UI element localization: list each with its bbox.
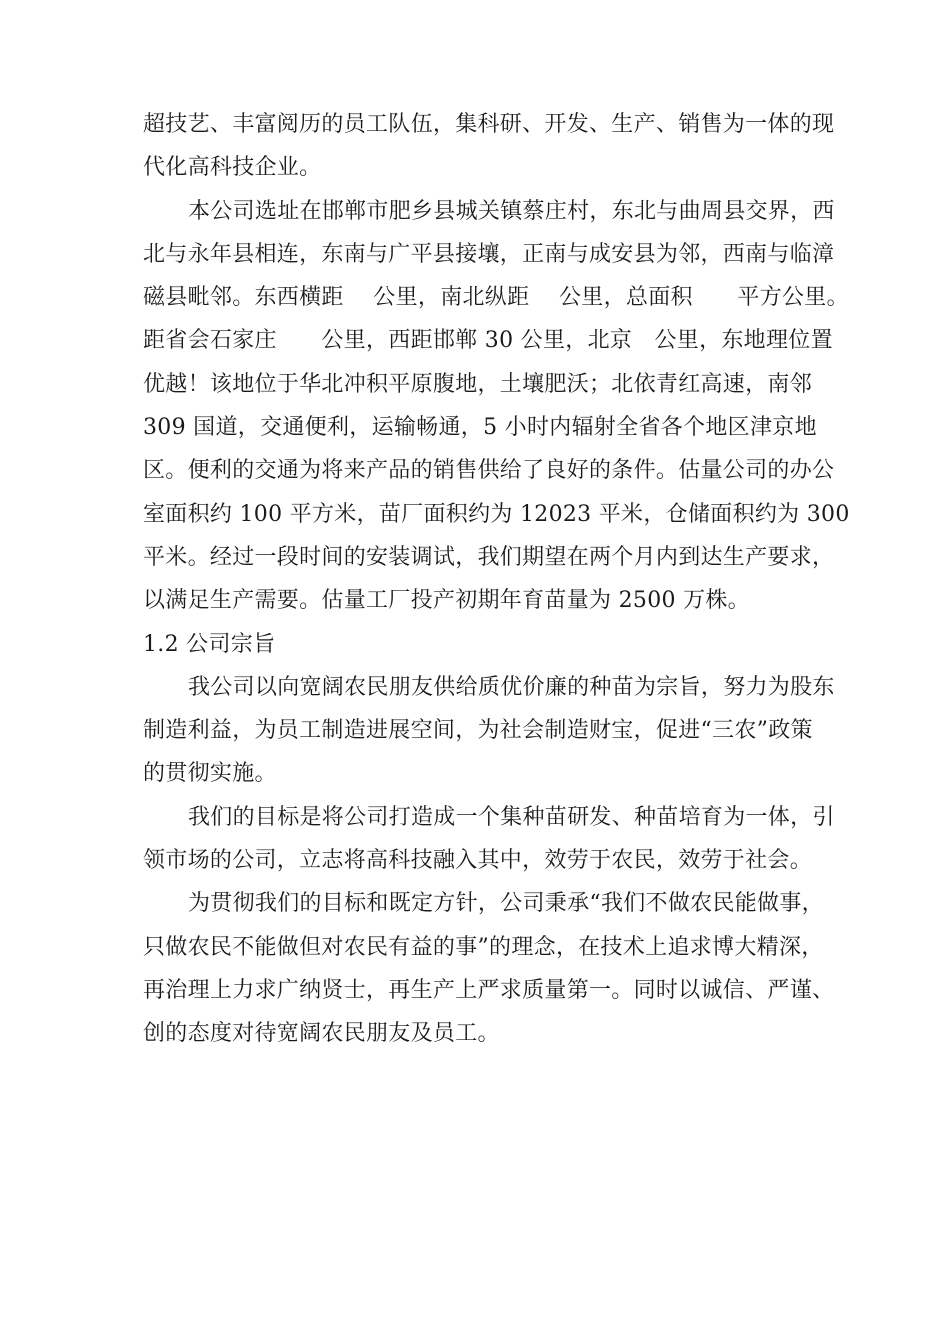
text-line: 平米。经过一段时间的安装调试，我们期望在两个月内到达生产要求， — [143, 544, 835, 570]
text-line: 距省会石家庄 公里，西距邯郸 30 公里，北京 公里，东地理位置 — [143, 328, 833, 354]
text-line: 领市场的公司，立志将高科技融入其中，效劳于农民，效劳于社会。 — [143, 848, 813, 874]
text-line: 以满足生产需要。估量工厂投产初期年育苗量为 2500 万株。 — [143, 588, 750, 614]
text-line: 区。便利的交通为将来产品的销售供给了良好的条件。估量公司的办公 — [143, 458, 835, 484]
text-line: 北与永年县相连，东南与广平县接壤，正南与成安县为邻，西南与临漳 — [143, 241, 835, 267]
text-line: 室面积约 100 平方米，苗厂面积约为 12023 平米，仓储面积约为 300 — [143, 501, 850, 527]
text-line: 我公司以向宽阔农民朋友供给质优价廉的种苗为宗旨，努力为股东 — [188, 674, 835, 700]
text-line: 超技艺、丰富阅历的员工队伍，集科研、开发、生产、销售为一体的现 — [143, 112, 835, 137]
text-line: 优越！该地位于华北冲积平原腹地，土壤肥沃；北依青红高速，南邻 — [143, 371, 813, 397]
text-line: 代化高科技企业。 — [143, 155, 322, 181]
text-line: 只做农民不能做但对农民有益的事”的理念，在技术上追求博大精深， — [143, 934, 824, 960]
text-line: 我们的目标是将公司打造成一个集种苗研发、种苗培育为一体，引 — [188, 804, 835, 830]
text-line: 本公司选址在邯郸市肥乡县城关镇蔡庄村，东北与曲周县交界，西 — [188, 198, 835, 224]
section-heading: 1.2 公司宗旨 — [143, 631, 276, 657]
text-line: 的贯彻实施。 — [143, 761, 277, 787]
text-line: 创的态度对待宽阔农民朋友及员工。 — [143, 1021, 500, 1047]
text-line: 再治理上力求广纳贤士，再生产上严求质量第一。同时以诚信、严谨、 — [143, 977, 835, 1003]
text-line: 309 国道，交通便利，运输畅通，5 小时内辐射全省各个地区津京地 — [143, 415, 817, 441]
text-line: 制造利益，为员工制造进展空间，为社会制造财宝，促进“三农”政策 — [143, 718, 813, 744]
body-text — [143, 103, 850, 1056]
text-line: 为贯彻我们的目标和既定方针，公司秉承“我们不做农民能做事， — [188, 891, 824, 917]
text-line: 磁县毗邻。东西横距 公里，南北纵距 公里，总面积 平方公里。 — [143, 285, 849, 311]
